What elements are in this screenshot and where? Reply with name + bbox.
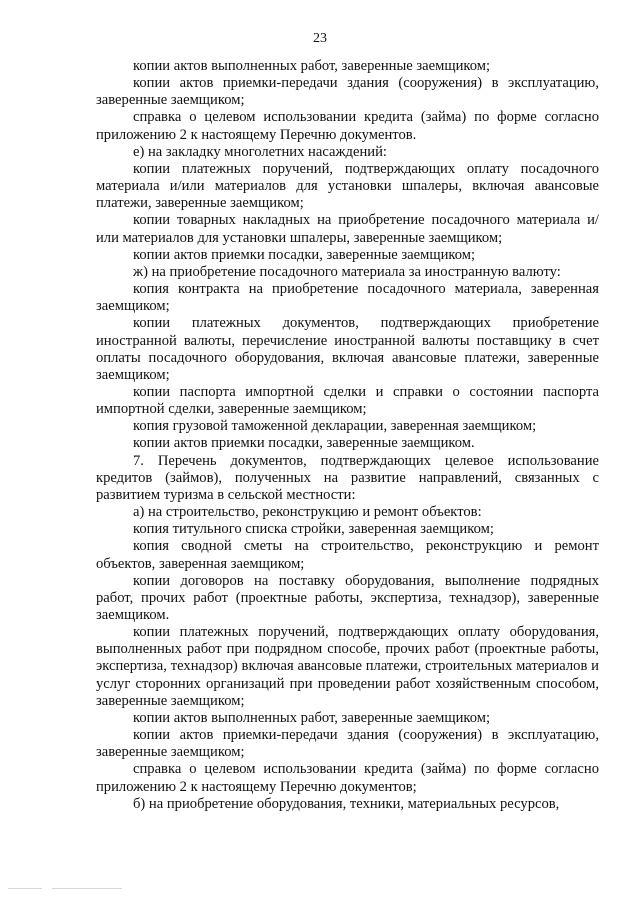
list-heading: е) на закладку многолетних насаждений:: [133, 143, 387, 160]
paragraph: копии актов приемки посадки, заверенные заемщиком;: [133, 246, 476, 263]
paragraph: копии договоров на поставку оборудования, выполнение подрядных работ, прочих работ (проектные работы, экспертиза, технадзор), заверенные заемщиком.: [96, 572, 599, 623]
paragraph: копия контракта на приобретение посадочного материала, заверенная заемщиком;: [96, 281, 599, 315]
list-heading: б) на приобретение оборудования, техники, материальных ресурсов,: [133, 795, 560, 812]
scan-artifact: [52, 888, 122, 889]
section-heading: 7. Перечень документов, подтверждающих целевое использование кредитов (займов), полученных на развитие направлений, связанных с развитием туризма в сельской местности:: [96, 452, 599, 503]
paragraph: справка о целевом использовании кредита (займа) по форме согласно приложению 2 к настоящему Перечню документов;: [96, 761, 599, 795]
paragraph: справка о целевом использовании кредита (займа) по форме согласно приложению 2 к настоящему Перечню документов.: [96, 109, 599, 143]
list-heading: ж) на приобретение посадочного материала за иностранную валюту:: [133, 263, 561, 280]
paragraph: копия грузовой таможенной декларации, заверенная заемщиком;: [133, 418, 537, 435]
paragraph: копия титульного списка стройки, заверенная заемщиком;: [133, 521, 494, 538]
paragraph: копии платежных поручений, подтверждающих оплату посадочного материала и/или материалов для установки шпалеры, включая авансовые платежи, заверенные заемщиком;: [96, 160, 599, 212]
paragraph: копии платежных поручений, подтверждающих оплату оборудования, выполненных работ при подрядном способе, прочих работ (проектные работы, экспертиза, технадзор) включая авансовые платежи, строительных материалов и услуг сторонних организаций при проведении работ хозяйственным способом, заверенные заемщиком;: [96, 624, 599, 709]
paragraph: копии товарных накладных на приобретение посадочного материала и/или материалов для установки шпалеры, заверенные заемщиком;: [96, 212, 599, 246]
paragraph: копия сводной сметы на строительство, реконструкцию и ремонт объектов, заверенная заемщиком;: [96, 538, 599, 572]
paragraph: копии актов выполненных работ, заверенные заемщиком;: [133, 58, 491, 74]
list-heading: а) на строительство, реконструкцию и ремонт объектов:: [133, 504, 482, 521]
paragraph: копии актов приемки-передачи здания (сооружения) в эксплуатацию, заверенные заемщиком;: [96, 727, 599, 761]
paragraph: копии платежных документов, подтверждающих приобретение иностранной валюты, перечисление иностранной валюты поставщику в счет оплаты посадочного оборудования, включая авансовые платежи, заверенные заемщиком;: [96, 315, 599, 383]
scan-artifact: [8, 888, 42, 889]
page-number: 23: [313, 31, 327, 46]
paragraph: копии паспорта импортной сделки и справки о состоянии паспорта импортной сделки, заверенные заемщиком;: [96, 383, 599, 418]
document-body: [96, 58, 599, 813]
paragraph: копии актов приемки-передачи здания (сооружения) в эксплуатацию, заверенные заемщиком;: [96, 75, 599, 109]
paragraph: копии актов выполненных работ, заверенные заемщиком;: [133, 709, 491, 726]
paragraph: копии актов приемки посадки, заверенные заемщиком.: [133, 435, 475, 452]
